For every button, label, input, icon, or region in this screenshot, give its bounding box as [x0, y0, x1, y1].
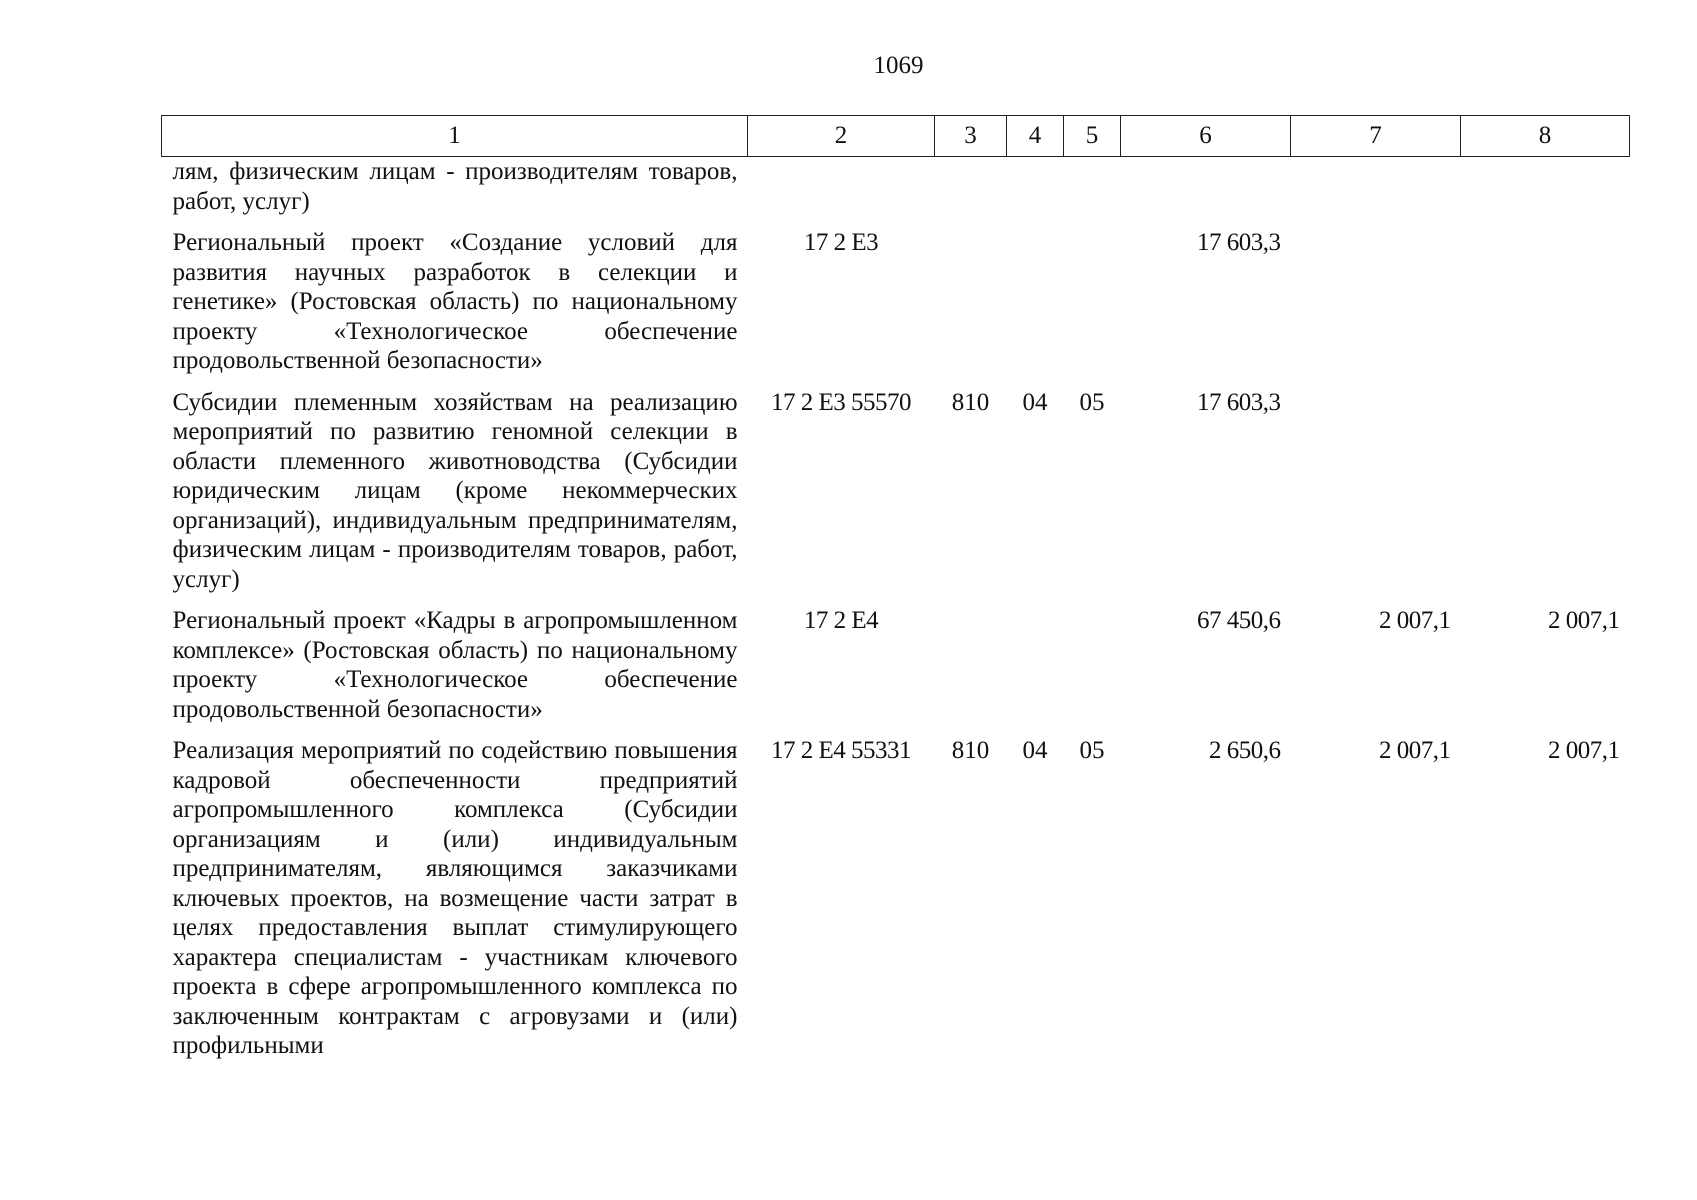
row-expense-type	[935, 606, 1007, 736]
table-row	[162, 736, 1630, 1073]
row-name: Региональный проект «Создание условий для развития научных разработок в селекции и генетике» (Ростовская область) по национальному проекту «Технологическое обеспечение продовольственной безопасности»	[172, 229, 738, 374]
table-body	[162, 157, 1630, 1073]
row-amount-col7	[1291, 228, 1461, 388]
header-col-1: 1	[162, 116, 748, 157]
header-row	[162, 116, 1630, 157]
header-col-2: 2	[748, 116, 935, 157]
row-amount-col6: 2 650,6	[1209, 737, 1281, 764]
row-amount-col8	[1461, 157, 1630, 229]
row-amount-col7	[1291, 157, 1461, 229]
row-amount-col7	[1291, 388, 1461, 607]
table-header	[162, 116, 1630, 157]
row-subsection: 05	[1079, 388, 1105, 416]
table-row	[162, 606, 1630, 736]
table-row	[162, 388, 1630, 607]
table-row	[162, 157, 1630, 229]
row-section: 04	[1022, 388, 1048, 416]
header-col-3: 3	[935, 116, 1007, 157]
row-expense-type: 810	[951, 388, 990, 416]
row-amount-col6: 67 450,6	[1197, 607, 1281, 634]
row-amount-col6	[1121, 157, 1291, 229]
budget-table	[161, 115, 1630, 1073]
row-amount-col6: 17 603,3	[1197, 229, 1281, 256]
row-expense-type	[935, 157, 1007, 229]
row-section: 04	[1022, 737, 1048, 764]
row-section	[1007, 606, 1064, 736]
row-amount-col8: 2 007,1	[1548, 737, 1620, 764]
row-name: Субсидии племенным хозяйствам на реализацию мероприятий по развитию геномной селекции в области племенного животноводства (Субсидии юридическим лицам (кроме некоммерческих организаций), индивидуальным предпринимателям, физическим лицам - производителям товаров, работ, услуг)	[172, 388, 738, 593]
row-expense-type	[935, 228, 1007, 388]
row-section	[1007, 157, 1064, 229]
row-section	[1007, 228, 1064, 388]
row-name: лям, физическим лицам - производителям товаров, работ, услуг)	[172, 158, 738, 215]
table-row	[162, 228, 1630, 388]
header-col-7: 7	[1291, 116, 1461, 157]
row-code: 17 2 Е3 55570	[770, 388, 912, 416]
row-amount-col8	[1461, 388, 1630, 607]
row-amount-col7: 2 007,1	[1379, 607, 1451, 634]
row-expense-type: 810	[951, 737, 990, 764]
page-number: 1069	[873, 52, 924, 79]
header-col-6: 6	[1121, 116, 1291, 157]
row-code: 17 2 Е3	[803, 229, 879, 256]
row-subsection	[1064, 157, 1121, 229]
row-code: 17 2 Е4	[803, 607, 879, 634]
row-code	[748, 157, 935, 229]
row-amount-col8: 2 007,1	[1548, 607, 1620, 634]
row-amount-col6: 17 603,3	[1197, 388, 1281, 416]
header-col-4: 4	[1007, 116, 1064, 157]
row-subsection	[1064, 606, 1121, 736]
row-amount-col7: 2 007,1	[1379, 737, 1451, 764]
header-col-8: 8	[1461, 116, 1630, 157]
row-name: Реализация мероприятий по содействию повышения кадровой обеспеченности предприятий агропромышленного комплекса (Субсидии организациям и (или) индивидуальным предпринимателям, являющимся заказчиками ключевых проектов, на возмещение части затрат в целях предоставления выплат стимулирующего характера специалистам - участникам ключевого проекта в сфере агропромышленного комплекса по заключенным контрактам с агровузами и (или) профильными	[172, 737, 738, 1059]
row-code: 17 2 Е4 55331	[770, 737, 912, 764]
row-subsection: 05	[1079, 737, 1105, 764]
row-subsection	[1064, 228, 1121, 388]
header-col-5: 5	[1064, 116, 1121, 157]
row-name: Региональный проект «Кадры в агропромышленном комплексе» (Ростовская область) по национальному проекту «Технологическое обеспечение продовольственной безопасности»	[172, 607, 738, 723]
row-amount-col8	[1461, 228, 1630, 388]
